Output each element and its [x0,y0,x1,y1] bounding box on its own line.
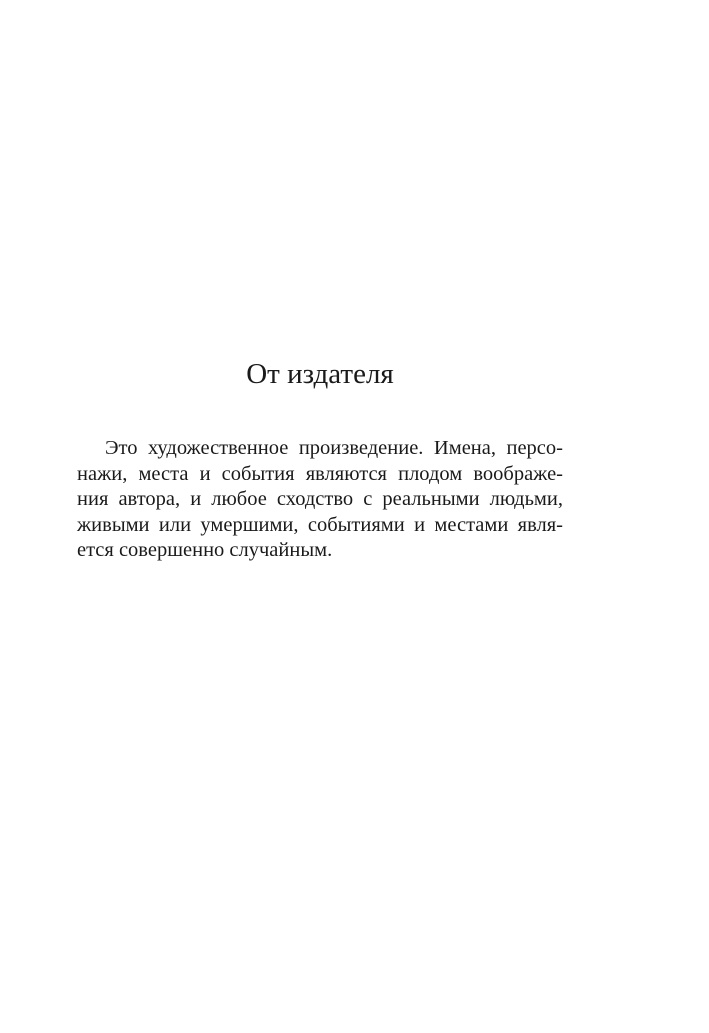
publisher-note-paragraph [77,436,563,564]
paragraph-line: нажи, места и события являются плодом воображе- [77,462,563,485]
paragraph-line: Это художественное произведение. Имена, персо- [105,437,563,459]
paragraph-line: ния автора, и любое сходство с реальными людьми, [77,488,563,510]
paragraph-line: ется совершенно случайным. [77,539,333,561]
paragraph-line: живыми или умершими, событиями и местами явля- [77,513,563,536]
page-title: От издателя [246,358,394,390]
